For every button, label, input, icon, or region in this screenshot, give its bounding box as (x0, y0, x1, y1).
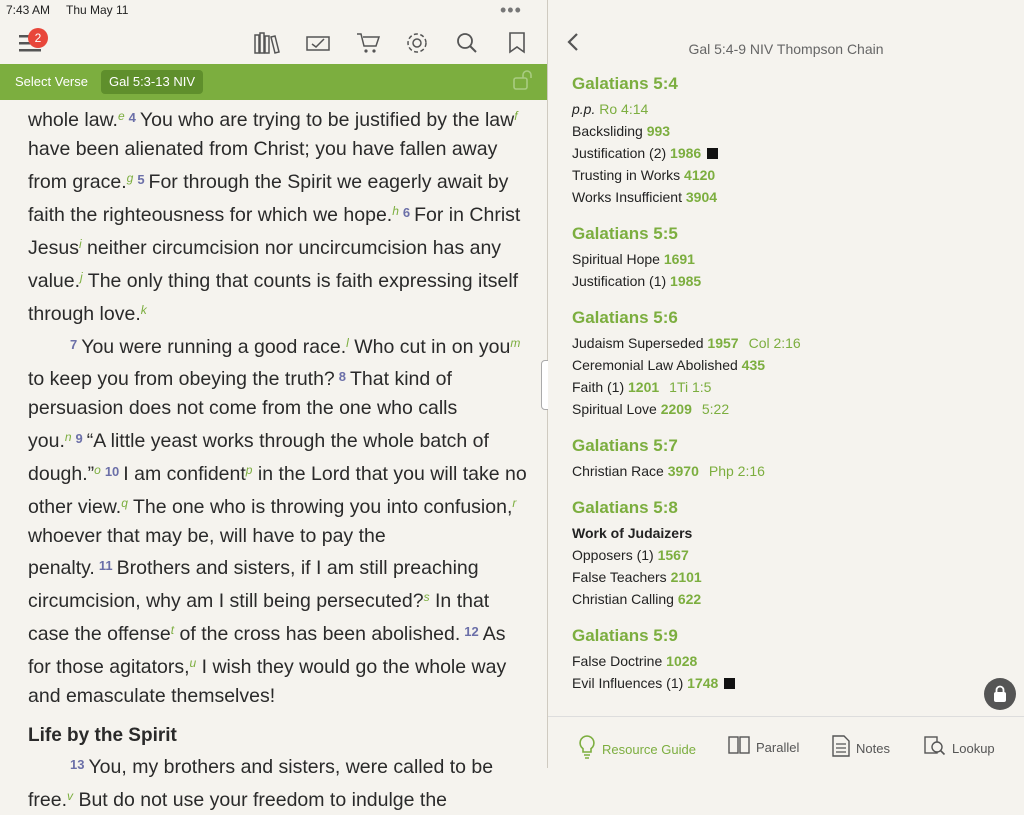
topic-label: Evil Influences (1) (572, 675, 684, 691)
chain-number-link[interactable]: 1028 (666, 653, 698, 669)
verse-number[interactable]: 13 (70, 757, 85, 772)
tab-label: Parallel (756, 740, 800, 755)
main-toolbar (0, 20, 547, 64)
footnote-marker[interactable]: h (392, 204, 399, 218)
status-date: Thu May 11 (66, 3, 129, 17)
tab-parallel[interactable] (728, 735, 799, 760)
reference-line (572, 186, 1012, 208)
verse-text[interactable]: “A little yeast works through the whole batch of dough.” (28, 430, 489, 485)
select-verse-button[interactable]: Select Verse (15, 74, 88, 89)
verse-text[interactable]: have been alienated from Christ; you have fallen away from grace. (28, 138, 498, 193)
status-bar (0, 0, 1024, 20)
chain-number-link[interactable]: 1985 (670, 273, 702, 289)
reference-line (572, 142, 1012, 164)
footnote-marker[interactable]: e (117, 109, 125, 123)
cross-reference-link[interactable]: Ro 4:14 (599, 101, 649, 117)
footnote-marker[interactable]: m (510, 336, 521, 350)
verse-text[interactable]: In that case the offense (28, 590, 490, 645)
verse-text[interactable]: I am confident (123, 463, 246, 485)
square-marker-icon (707, 148, 718, 159)
footnote-marker[interactable]: r (512, 496, 517, 510)
chain-references (572, 74, 1012, 710)
verse-text[interactable]: The only thing that counts is faith expressing itself through love. (28, 270, 519, 325)
verse-text[interactable]: That kind of persuasion does not come from the one who calls you. (28, 368, 458, 452)
multitasking-dots[interactable]: ••• (500, 0, 522, 20)
notes-icon (832, 735, 850, 762)
status-time: 7:43 AM (6, 3, 51, 17)
chain-number-link[interactable]: 622 (677, 591, 702, 607)
bible-paragraph (28, 329, 533, 711)
reference-line (572, 98, 1012, 120)
tab-resource-guide[interactable] (578, 735, 696, 764)
reference-line (572, 120, 1012, 142)
cart-icon[interactable] (355, 30, 381, 56)
verse-number[interactable]: 7 (70, 337, 78, 352)
topic-label: Christian Calling (572, 591, 674, 607)
notification-badge: 2 (28, 28, 48, 48)
chain-number-link[interactable]: 1201 (628, 379, 660, 395)
chain-number-link[interactable]: 2101 (670, 569, 702, 585)
pp-label: p.p. (572, 101, 596, 117)
verse-text[interactable]: Who cut in on you (348, 336, 511, 358)
reference-line (572, 270, 1012, 292)
verse-text[interactable]: You were running a good race. (81, 336, 347, 358)
topic-heading: Work of Judaizers (572, 525, 693, 541)
section-verse-heading[interactable]: Galatians 5:6 (572, 308, 678, 327)
reference-line (572, 588, 1012, 610)
lookup-icon (924, 735, 946, 762)
section-verse-heading[interactable]: Galatians 5:7 (572, 436, 678, 455)
verse-text[interactable]: But do not use your freedom to indulge the (73, 789, 448, 811)
tab-lookup[interactable] (924, 735, 995, 762)
verse-text[interactable]: whole law. (28, 109, 118, 131)
reference-line (572, 248, 1012, 270)
verse-number[interactable]: 12 (464, 624, 479, 639)
topic-label: Justification (1) (572, 273, 667, 289)
reference-line (572, 544, 1012, 566)
chain-number-link[interactable]: 1986 (670, 145, 702, 161)
footnote-marker[interactable]: g (126, 171, 134, 185)
section-verse-heading[interactable]: Galatians 5:8 (572, 498, 678, 517)
reference-line (572, 376, 1012, 398)
topic-label: False Teachers (572, 569, 667, 585)
topic-label: Works Insufficient (572, 189, 682, 205)
footnote-marker[interactable]: j (80, 270, 83, 284)
reference-section (572, 224, 1012, 292)
topic-label: Faith (1) (572, 379, 625, 395)
verse-text[interactable]: For through the Spirit we eagerly await by faith the righteousness for which we hope. (28, 171, 509, 226)
reference-section (572, 626, 1012, 694)
topic-label: Judaism Superseded (572, 335, 704, 351)
chain-number-link[interactable]: 435 (741, 357, 766, 373)
tab-label: Notes (856, 741, 890, 756)
verse-number[interactable]: 4 (128, 110, 136, 125)
scroll-lock-button[interactable] (984, 678, 1016, 710)
verse-text[interactable]: Brothers and sisters, if I am still preaching circumcision, why am I still being persecuted? (28, 557, 479, 612)
reference-line (572, 332, 1012, 354)
chain-number-link[interactable]: 3970 (667, 463, 699, 479)
footnote-marker[interactable]: v (67, 789, 74, 803)
verse-selection-bar (0, 64, 547, 100)
verse-text[interactable]: neither circumcision nor uncircumcision has any value. (28, 237, 502, 292)
section-verse-heading[interactable]: Galatians 5:4 (572, 74, 678, 93)
chain-number-link[interactable]: 1957 (707, 335, 739, 351)
bookmark-icon[interactable] (504, 30, 530, 56)
tab-label: Lookup (952, 741, 995, 756)
reference-line (572, 650, 1012, 672)
verse-text[interactable]: whoever that may be, will have to pay the penalty. (28, 525, 386, 579)
topic-label: Justification (2) (572, 145, 667, 161)
footnote-marker[interactable]: l (346, 336, 349, 350)
cross-reference-link[interactable]: 1Ti 1:5 (669, 379, 712, 395)
footnote-marker[interactable]: f (514, 109, 518, 123)
verse-text[interactable]: of the cross has been abolished. (174, 623, 461, 645)
settings-icon[interactable] (404, 30, 430, 56)
chain-number-link[interactable]: 3904 (685, 189, 718, 205)
tab-notes[interactable] (832, 735, 890, 762)
unlock-icon[interactable] (513, 70, 535, 96)
verse-text[interactable]: You, my brothers and sisters, were called to be free. (28, 756, 494, 811)
bible-paragraph (28, 102, 533, 329)
reference-line (572, 164, 1012, 186)
reference-line (572, 460, 1012, 482)
chain-number-link[interactable]: 993 (646, 123, 671, 139)
verse-number[interactable]: 10 (104, 464, 120, 479)
topic-label: Spiritual Hope (572, 251, 660, 267)
verse-text[interactable]: For in Christ Jesus (28, 204, 521, 259)
footnote-marker[interactable]: i (78, 237, 82, 251)
footnote-marker[interactable]: k (140, 303, 147, 317)
chain-number-link[interactable]: 1691 (663, 251, 695, 267)
footnote-marker[interactable]: u (189, 656, 197, 670)
resource-panel (548, 20, 1024, 768)
chain-number-link[interactable]: 4120 (684, 167, 716, 183)
footnote-marker[interactable]: o (94, 463, 101, 477)
footnote-marker[interactable]: p (245, 463, 253, 477)
reference-line (572, 398, 1012, 420)
library-icon[interactable] (254, 30, 280, 56)
lightbulb-icon (578, 735, 596, 764)
cross-reference-link[interactable]: Col 2:16 (748, 335, 801, 351)
reference-section (572, 74, 1012, 208)
verse-number[interactable]: 5 (137, 172, 145, 187)
panel-title: Gal 5:4-9 NIV Thompson Chain (688, 41, 884, 57)
cross-reference-link[interactable]: Php 2:16 (708, 463, 765, 479)
footnote-marker[interactable]: t (170, 623, 175, 637)
verse-text[interactable]: to keep you from obeying the truth? (28, 368, 335, 390)
section-heading: Life by the Spirit (28, 725, 177, 746)
reference-section (572, 308, 1012, 420)
verse-text[interactable]: The one who is throwing you into confusion, (127, 496, 513, 518)
reference-line (572, 522, 1012, 544)
reference-line (572, 672, 1012, 694)
chain-number-link[interactable]: 1567 (657, 547, 689, 563)
bottom-tab-bar (548, 716, 1024, 769)
reference-line (572, 566, 1012, 588)
verse-text[interactable]: I wish they would go the whole way and emasculate themselves! (28, 656, 507, 707)
search-icon[interactable] (454, 30, 480, 56)
reference-section (572, 436, 1012, 482)
reference-section (572, 498, 1012, 610)
verse-text[interactable]: You who are trying to be justified by the law (139, 109, 515, 131)
parallel-icon (728, 735, 750, 760)
section-verse-heading[interactable]: Galatians 5:5 (572, 224, 678, 243)
tab-label: Resource Guide (602, 742, 696, 757)
verse-text[interactable]: As for those agitators, (28, 623, 506, 678)
verse-number[interactable]: 8 (338, 369, 347, 384)
footnote-marker[interactable]: s (423, 590, 430, 604)
section-verse-heading[interactable]: Galatians 5:9 (572, 626, 678, 645)
topic-label: False Doctrine (572, 653, 663, 669)
topic-label: Ceremonial Law Abolished (572, 357, 738, 373)
reference-line (572, 354, 1012, 376)
reading-plan-icon[interactable] (305, 30, 331, 56)
cross-reference-link[interactable]: 5:22 (701, 401, 730, 417)
topic-label: Backsliding (572, 123, 643, 139)
bible-text (28, 102, 533, 815)
chain-number-link[interactable]: 2209 (660, 401, 692, 417)
topic-label: Trusting in Works (572, 167, 681, 183)
chain-number-link[interactable]: 1748 (687, 675, 719, 691)
topic-label: Opposers (1) (572, 547, 654, 563)
footnote-marker[interactable]: q (121, 496, 128, 510)
verse-number[interactable]: 6 (402, 205, 411, 220)
verse-text[interactable]: in the Lord that you will take no other view. (28, 463, 527, 518)
passage-chip[interactable]: Gal 5:3-13 NIV (101, 70, 203, 94)
verse-number[interactable]: 11 (98, 558, 113, 573)
bible-pane (0, 20, 547, 811)
bible-paragraph (28, 750, 533, 815)
topic-label: Spiritual Love (572, 401, 657, 417)
panel-header (548, 20, 1024, 64)
topic-label: Christian Race (572, 463, 664, 479)
square-marker-icon (724, 678, 735, 689)
verse-number[interactable]: 9 (75, 431, 83, 446)
footnote-marker[interactable]: n (64, 430, 72, 444)
